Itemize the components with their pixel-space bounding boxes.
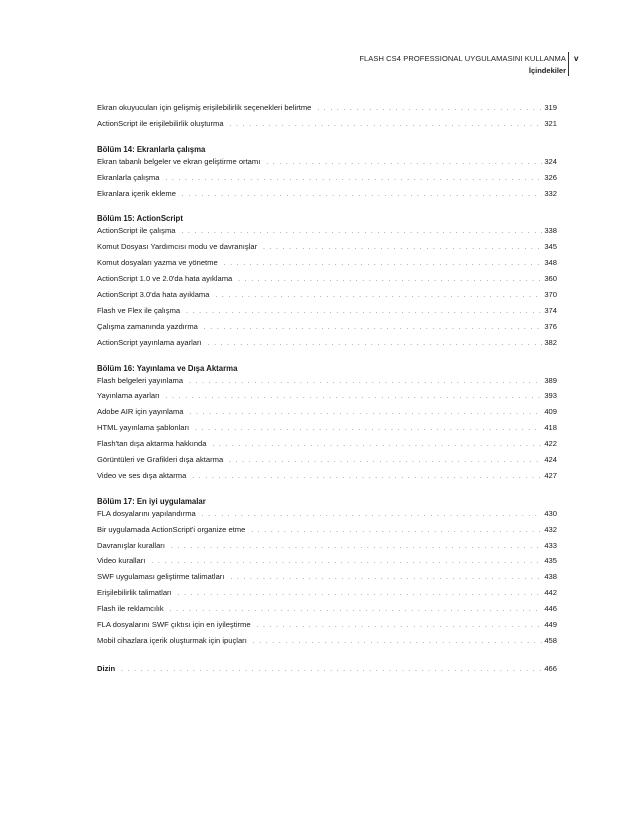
dot-leader [195,426,542,432]
toc-entry-page: 393 [544,391,557,401]
toc-entry-label: FLA dosyalarını yapılandırma [97,508,196,518]
toc-entry-page: 442 [544,588,557,598]
toc-entry-label: Flash'tan dışa aktarma hakkında [97,439,207,449]
toc-entry-page: 430 [544,508,557,518]
dot-leader [317,106,542,112]
toc-entry-label: Erişilebilirlik talimatları [97,588,172,598]
dot-leader [238,277,542,283]
toc-entry[interactable] [97,541,557,557]
toc-entry[interactable] [97,189,557,205]
index-page: 466 [544,663,557,673]
toc-entry[interactable] [97,119,557,135]
chapter-heading[interactable]: Bölüm 16: Yayınlama ve Dışa Aktarma [97,363,238,373]
dot-leader [182,229,543,235]
dot-leader [208,341,543,347]
toc-entry[interactable] [97,391,557,407]
dot-leader [170,607,543,613]
toc-entry[interactable] [97,572,557,588]
toc-entry-label: Davranışlar kuralları [97,540,165,550]
dot-leader [230,575,542,581]
toc-entry-page: 409 [544,407,557,417]
table-of-contents [97,103,557,680]
dot-leader [229,458,542,464]
dot-leader [166,394,543,400]
toc-entry-page: 449 [544,620,557,630]
toc-entry-label: Komut dosyaları yazma ve yönetme [97,258,218,268]
toc-entry[interactable] [97,173,557,189]
toc-entry-page: 370 [544,290,557,300]
dot-leader [204,325,542,331]
dot-leader [171,544,542,550]
toc-entry[interactable] [97,322,557,338]
toc-entry-page: 427 [544,470,557,480]
toc-entry[interactable] [97,604,557,620]
toc-entry[interactable] [97,376,557,392]
toc-entry[interactable] [97,338,557,354]
dot-leader [182,192,542,198]
dot-leader [215,293,542,299]
dot-leader [178,591,543,597]
toc-entry-page: 432 [544,524,557,534]
toc-entry-page: 389 [544,375,557,385]
toc-entry-label: Flash ve Flex ile çalışma [97,305,181,315]
toc-entry-page: 338 [544,226,557,236]
toc-entry-page: 438 [544,572,557,582]
toc-entry-label: Görüntüleri ve Grafikleri dışa aktarma [97,455,224,465]
toc-entry[interactable] [97,407,557,423]
chapter-heading[interactable]: Bölüm 17: En iyi uygulamalar [97,496,206,506]
toc-entry-label: Ekranlarla çalışma [97,172,160,182]
toc-entry-page: 332 [544,188,557,198]
toc-entry-label: Yayınlama ayarları [97,391,160,401]
toc-entry[interactable] [97,226,557,242]
chapter-heading[interactable]: Bölüm 15: ActionScript [97,214,183,224]
toc-entry-page: 433 [544,540,557,550]
toc-entry-label: Çalışma zamanında yazdırma [97,321,198,331]
dot-leader [186,309,542,315]
toc-entry[interactable] [97,525,557,541]
toc-entry-page: 458 [544,635,557,645]
toc-entry[interactable] [97,588,557,604]
header-divider [568,52,569,76]
toc-entry[interactable] [97,157,557,173]
toc-entry[interactable] [97,423,557,439]
toc-entry-label: Adobe AIR için yayınlama [97,407,184,417]
dot-leader [190,410,543,416]
dot-leader [189,379,542,385]
dot-leader [202,512,543,518]
toc-entry-label: Ekran tabanlı belgeler ve ekran geliştirme ortamı [97,156,261,166]
toc-entry-label: HTML yayınlama şablonları [97,423,190,433]
toc-entry[interactable] [97,636,557,652]
dot-leader [257,623,543,629]
toc-entry-label: FLA dosyalarını SWF çıktısı için en iyileştirme [97,620,251,630]
toc-entry[interactable] [97,620,557,636]
toc-entry[interactable] [97,471,557,487]
toc-entry-label: SWF uygulaması geliştirme talimatları [97,572,225,582]
dot-leader [266,160,542,166]
toc-entry-label: Video kuralları [97,556,146,566]
chapter-heading[interactable]: Bölüm 14: Ekranlarla çalışma [97,144,206,154]
toc-entry[interactable] [97,274,557,290]
toc-entry[interactable] [97,455,557,471]
toc-entry-label: ActionScript ile erişilebilirlik oluşturma [97,118,224,128]
dot-leader [165,176,542,182]
toc-entry-label: Flash belgeleri yayınlama [97,375,184,385]
toc-entry-page: 376 [544,321,557,331]
toc-entry[interactable] [97,509,557,525]
dot-leader [253,639,543,645]
toc-entry-label: Ekran okuyucuları için gelişmiş erişilebilirlik seçenekleri belirtme [97,103,312,112]
toc-entry[interactable] [97,439,557,455]
dot-leader [151,559,542,565]
toc-entry-label: Komut Dosyası Yardımcısı modu ve davranışlar [97,242,258,252]
toc-entry-label: ActionScript yayınlama ayarları [97,337,202,347]
toc-entry-label: Flash ile reklamcılık [97,604,164,614]
running-header [359,54,566,76]
toc-entry-label: Video ve ses dışa aktarma [97,470,187,480]
toc-entry-page: 382 [544,337,557,347]
toc-entry-page: 324 [544,156,557,166]
dot-leader [251,528,542,534]
toc-entry[interactable] [97,306,557,322]
toc-entry-page: 446 [544,604,557,614]
toc-index-entry[interactable] [97,664,557,680]
toc-entry-label: ActionScript ile çalışma [97,226,176,236]
toc-entry[interactable] [97,258,557,274]
dot-leader [213,442,543,448]
toc-entry[interactable] [97,556,557,572]
toc-entry-page: 319 [544,103,557,112]
section-title: İçindekiler [528,66,566,75]
toc-entry-label: ActionScript 3.0'da hata ayıklama [97,290,210,300]
toc-entry-page: 435 [544,556,557,566]
dot-leader [121,667,542,673]
toc-entry-label: Ekranlara içerik ekleme [97,188,176,198]
dot-leader [230,122,543,128]
toc-entry[interactable] [97,103,557,119]
toc-entry-page: 424 [544,455,557,465]
toc-entry-label: Mobil cihazlara içerik oluşturmak için ipuçları [97,635,247,645]
toc-entry-page: 326 [544,172,557,182]
book-title: FLASH CS4 PROFESSIONAL UYGULAMASINI KULLANMA [359,54,566,63]
index-label: Dizin [97,663,116,673]
page-number: v [574,54,579,63]
dot-leader [192,474,542,480]
toc-entry-page: 348 [544,258,557,268]
dot-leader [224,261,543,267]
toc-entry-page: 418 [544,423,557,433]
toc-entry-label: ActionScript 1.0 ve 2.0'da hata ayıklama [97,274,233,284]
toc-entry-page: 422 [544,439,557,449]
toc-entry[interactable] [97,290,557,306]
toc-entry-page: 360 [544,274,557,284]
toc-entry[interactable] [97,242,557,258]
toc-entry-page: 321 [544,118,557,128]
toc-entry-page: 374 [544,305,557,315]
toc-entry-label: Bir uygulamada ActionScript'i organize etme [97,524,246,534]
toc-entry-page: 345 [544,242,557,252]
dot-leader [263,245,542,251]
